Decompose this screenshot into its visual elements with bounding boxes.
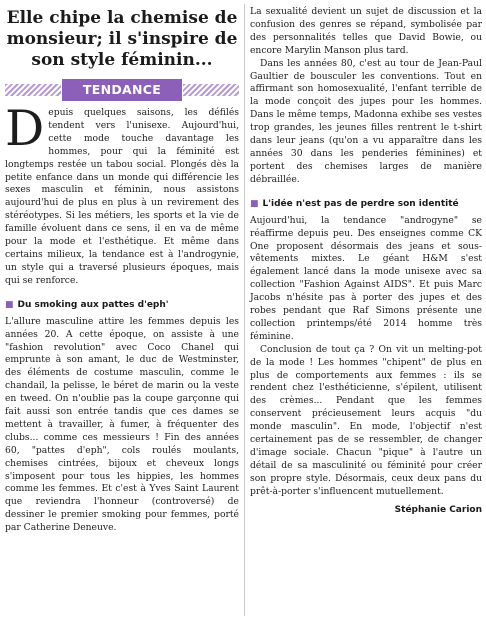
- banner-stripe-left: [5, 84, 61, 96]
- drop-cap: D: [5, 100, 45, 157]
- left-column: [5, 6, 239, 535]
- conclusion-paragraph: Conclusion de tout ça ? On vit un melting-pot de la mode ! Les hommes "chipent" de plus en plus de comportements aux femmes : ils se rendent chez l'esthéticienne, s'épilent, utilisent des crèmes... Pendant que les femmes conservent précieusement leurs acquis "du monde masculin". En mode, l'objectif n'est certainement pas de se ressembler, de changer d'image sociale. Chacun "pique" à l'autre un détail de sa masculinité ou féminité pour créer son propre style. Désormais, ceux deux pans du prêt-à-porter s'influencent mutuellement.: [250, 343, 482, 497]
- sexuality-paragraph: La sexualité devient un sujet de discussion et la confusion des genres se répand, symbolisée par des personnalités telles que David Bowie, ou encore Marylin Manson plus tard.: [250, 6, 482, 56]
- right-column: [250, 6, 482, 515]
- section-heading-identity: [250, 198, 482, 210]
- category-banner: [5, 79, 239, 101]
- today-paragraph: Aujourd'hui, la tendance "androgyne" se réaffirme depuis peu. Des enseignes comme CK One proposent désormais des jeans et sous-vêtements mixtes. Le géant H&M s'est également lancé dans la mode unisexe avec sa collection "Fashion Against AIDS". Et puis Marc Jacobs n'hésite pas à porter des jupes et des robes pendant que Raf Simons présente une collection printemps/été 2014 homme très féminine.: [250, 214, 482, 342]
- column-divider: [244, 4, 245, 616]
- category-tag: TENDANCE: [62, 79, 182, 101]
- author-signature: Stéphanie Carion: [394, 504, 482, 515]
- eighties-paragraph: Dans les années 80, c'est au tour de Jean-Paul Gaultier de bousculer les conventions. Tout en affirmant son homosexualité, l'enfant terrible de la mode conçoit des jupes pour les hommes. Dans le même temps, Madonna exhibe ses vestes trop grandes, les jeunes filles rentrent le t-shirt dans leur jeans (qu'on a vu apparaître dans les années 30 dans les penderies féminines) et portent des chemises larges de manière débraillée.: [250, 57, 482, 185]
- square-bullet-icon: ■: [5, 299, 14, 310]
- intro-paragraph: [5, 100, 239, 288]
- section-heading-text: L'idée n'est pas de perdre son identité: [262, 198, 459, 209]
- history-paragraph: L'allure masculine attire les femmes depuis les années 20. A cette époque, on assiste à une "fashion revolution" avec Coco Chanel qui emprunte à son amant, le duc de Westminster, des éléments de costume masculin, comme le chandail, la pelisse, le béret de marin ou la veste en tweed. On n'oublie pas la coupe garçonne qui fait aussi son entrée tandis que ces dames se mettent à travailler, à fumer, à fréquenter des clubs... comme ces messieurs ! Fin des années 60, "pattes d'eph", cols roulés moulants, chemises cintrées, bijoux et cheveux longs s'imposent pour tous les hippies, les hommes comme les femmes. Et c'est à Yves Saint Laurent que reviendra l'honneur (controversé) de dessiner le premier smoking pour femmes, porté par Catherine Deneuve.: [5, 315, 239, 534]
- article-title: Elle chipe la chemise de monsieur; il s'inspire de son style féminin...: [6, 8, 238, 70]
- intro-text: epuis quelques saisons, les défilés tendent vers l'unisexe. Aujourd'hui, cette mode touche davantage les hommes, pour qui la féminité est longtemps restée un tabou social. Plongés dès la petite enfance dans un monde qui différencie les sexes masculin et féminin, nous assistons aujourd'hui de plus en plus à un revirement des stéréotypes. Si les métiers, les sports et la vie de famille évoluent dans ce sens, il en va de même pour la mode et l'esthétique. Et même dans certains milieux, la tendance est à l'androgynie, un style qui a traversé plusieurs époques, mais qui se renforce.: [5, 107, 239, 286]
- square-bullet-icon: ■: [250, 198, 259, 209]
- banner-stripe-right: [183, 84, 239, 96]
- section-heading-smoking: [5, 299, 239, 311]
- section-heading-text: Du smoking aux pattes d'eph': [17, 299, 169, 310]
